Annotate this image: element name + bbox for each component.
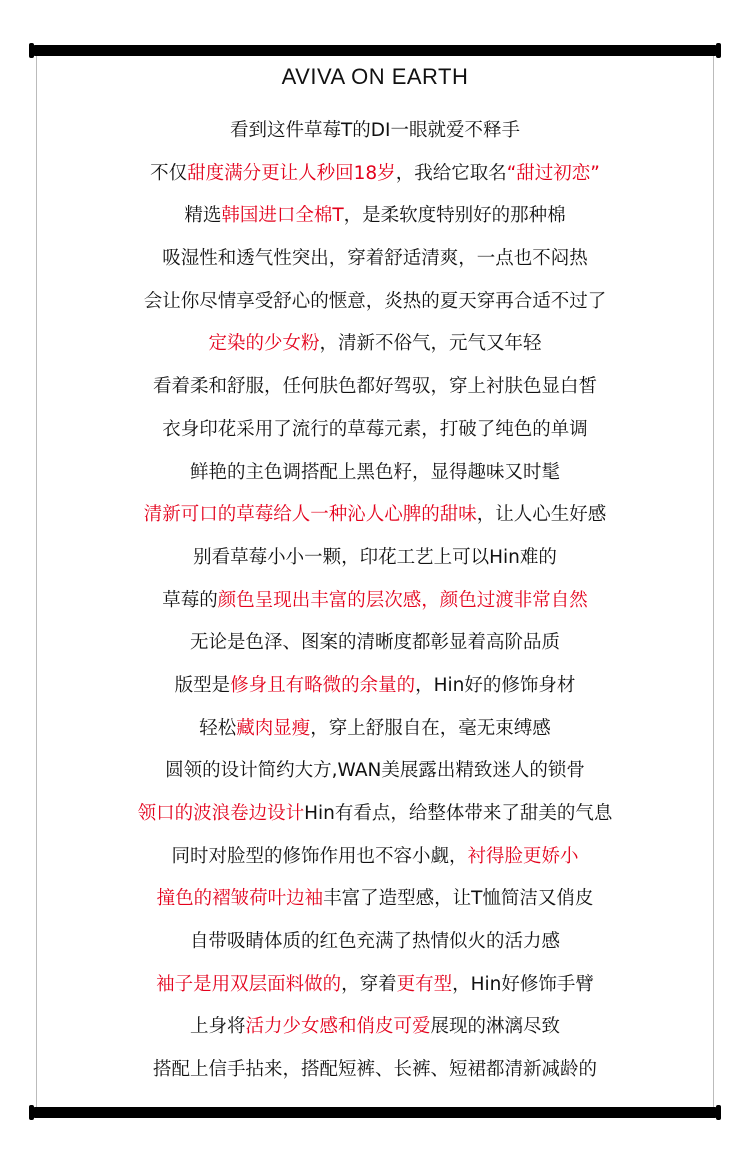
text-line [40, 323, 710, 366]
text-line [40, 110, 710, 153]
text-line [40, 750, 710, 793]
scroll-top-bar [32, 45, 718, 56]
body-text: 会让你尽情享受舒心的惬意，炎热的夏天穿再合适不过了 [143, 290, 607, 312]
text-line [40, 409, 710, 452]
highlight-text: “甜过初恋” [506, 162, 600, 184]
text-line [40, 836, 710, 879]
body-text: 搭配上信手拈来，搭配短裤、长裤、短裙都清新减龄的 [152, 1059, 597, 1081]
text-line [40, 708, 710, 751]
text-line [40, 366, 710, 409]
body-text: 鲜艳的主色调搭配上黑色籽，显得趣味又时髦 [189, 461, 560, 483]
highlight-text: 活力少女感和俏皮可爱 [245, 1016, 431, 1038]
text-line [40, 537, 710, 580]
body-text: 吸湿性和透气性突出，穿着舒适清爽，一点也不闷热 [162, 248, 588, 270]
text-line [40, 964, 710, 1007]
body-text: 无论是色泽、图案的清晰度都彰显着高阶品质 [189, 632, 560, 654]
body-text: 圆领的设计简约大方,WAN美展露出精致迷人的锁骨 [165, 760, 585, 782]
body-text: 看着柔和舒服，任何肤色都好驾驭，穿上衬肤色显白皙 [152, 376, 597, 398]
body-text: 别看草莓小小一颗，印花工艺上可以Hin难的 [193, 546, 557, 568]
text-line [40, 494, 710, 537]
highlight-text: 领口的波浪卷边设计 [137, 803, 305, 824]
body-text: Hin有看点，给整体带来了甜美的气息 [304, 803, 613, 824]
body-text: 展现的淋漓尽致 [430, 1016, 561, 1038]
body-text: 衣身印花采用了流行的草莓元素，打破了纯色的单调 [162, 418, 588, 440]
body-text: ，Hin好修饰手臂 [452, 973, 594, 995]
highlight-text: 定染的少女粉 [208, 333, 320, 355]
text-line [40, 793, 710, 836]
highlight-text: 颜色呈现出丰富的层次感，颜色过渡非常自然 [217, 589, 588, 611]
brand-title: AVIVA ON EARTH [281, 64, 469, 89]
body-text: 草莓的 [162, 589, 218, 611]
description-lines [40, 110, 710, 1092]
body-text: ，Hin好的修饰身材 [415, 674, 576, 696]
highlight-text: 袖子是用双层面料做的 [156, 973, 342, 995]
text-line [40, 238, 710, 281]
text-line [40, 1049, 710, 1092]
text-line [40, 281, 710, 324]
text-line [40, 153, 710, 196]
body-text: ，让人心生好感 [476, 504, 607, 526]
body-text: ，穿上舒服自在，毫无束缚感 [310, 717, 551, 739]
body-text: 上身将 [189, 1016, 246, 1038]
scroll-bottom-bar [32, 1107, 718, 1118]
text-line [40, 1006, 710, 1049]
highlight-text: 藏肉显瘦 [236, 717, 311, 739]
body-text: ，穿着 [341, 973, 397, 995]
body-text: 同时对脸型的修饰作用也不容小觑， [171, 845, 468, 867]
body-text: 丰富了造型感，让T恤简洁又俏皮 [323, 888, 594, 910]
body-text: 自带吸睛体质的红色充满了热情似火的活力感 [189, 931, 560, 953]
text-line [40, 622, 710, 665]
body-text: ，我给它取名 [395, 162, 507, 184]
body-text: 版型是 [174, 674, 231, 696]
text-line [40, 580, 710, 623]
body-text: 轻松 [199, 717, 237, 739]
highlight-text: 甜度满分更让人秒回18岁 [187, 162, 396, 184]
text-line [40, 878, 710, 921]
highlight-text: 清新可口的草莓给人一种沁人心脾的甜味 [143, 504, 477, 526]
highlight-text: 衬得脸更娇小 [467, 845, 579, 867]
text-line [40, 452, 710, 495]
text-line [40, 195, 710, 238]
highlight-text: 撞色的褶皱荷叶边袖 [156, 888, 324, 910]
highlight-text: 韩国进口全棉T [221, 205, 344, 227]
text-line [40, 921, 710, 964]
body-text: 精选 [184, 205, 222, 227]
body-text: ，清新不俗气，元气又年轻 [319, 333, 542, 355]
text-line [40, 665, 710, 708]
body-text: 不仅 [150, 162, 188, 184]
body-text: ，是柔软度特别好的那种棉 [343, 205, 566, 227]
body-text: 看到这件草莓T的DI一眼就爱不释手 [229, 120, 520, 141]
highlight-text: 更有型 [396, 973, 453, 995]
highlight-text: 修身且有略微的余量的 [230, 674, 416, 696]
